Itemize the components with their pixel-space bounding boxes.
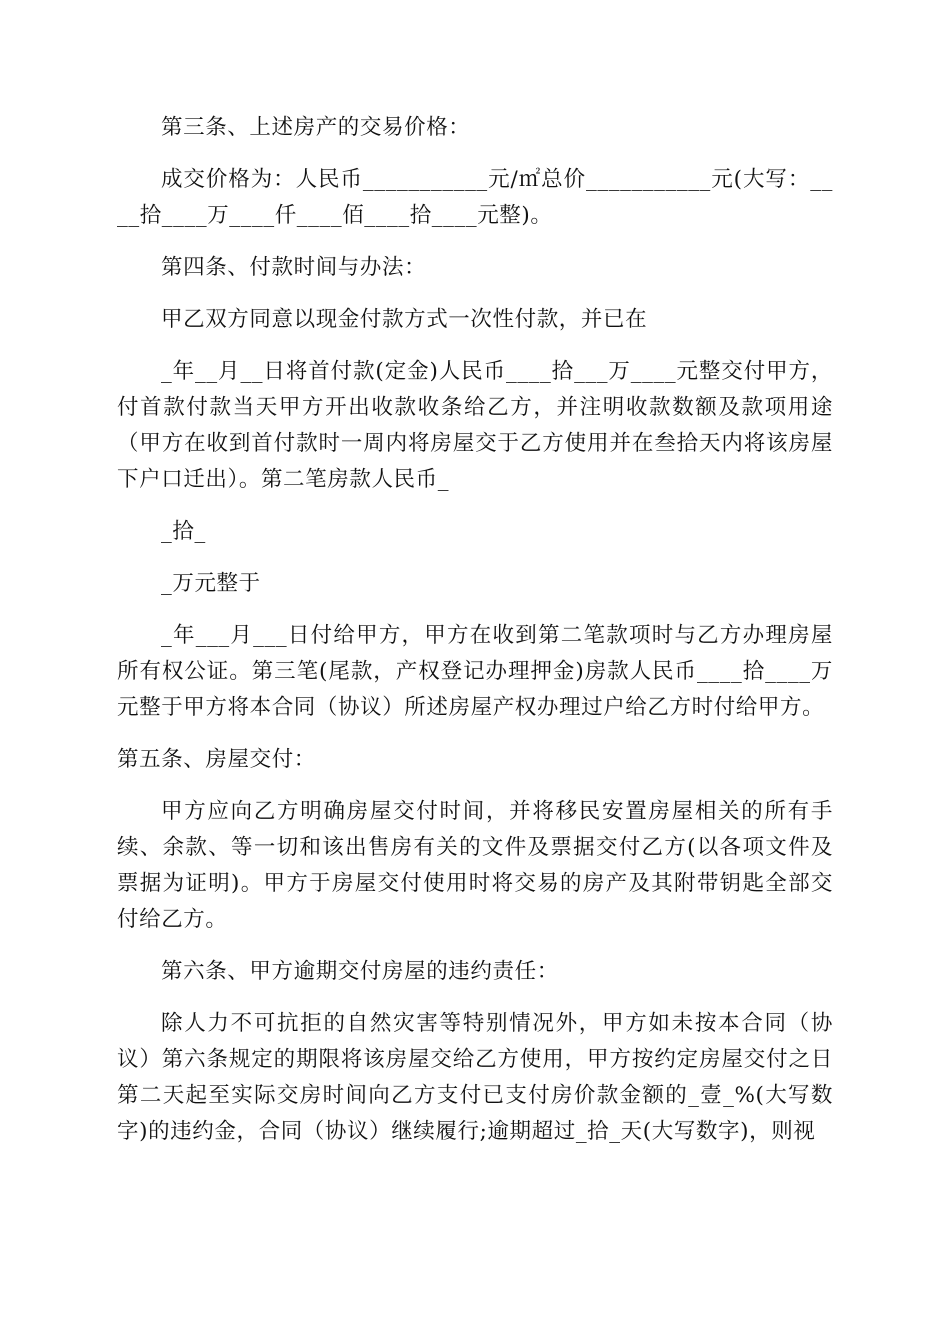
second-payment-wan-paragraph: _万元整于 xyxy=(161,571,261,596)
breach-paragraph: 除人力不可抗拒的自然灾害等特别情况外，甲方如未按本合同（协议）第六条规定的期限将该房屋交给乙方使用，甲方按约定房屋交付之日第二天起至实际交房时间向乙方支付已支付房价款金额的_壹_%(大写数字)的违约金，合同（协议）继续履行;逾期超过_拾_天(大写数字)，则视 xyxy=(117,1011,833,1144)
second-payment-date-paragraph: _年___月___日付给甲方，甲方在收到第二笔款项时与乙方办理房屋所有权公证。第三笔(尾款，产权登记办理押金)房款人民币____拾____万元整于甲方将本合同（协议）所述房屋产权办理过户给乙方时付给甲方。 xyxy=(117,623,833,720)
clause-5-heading: 第五条、房屋交付： xyxy=(117,747,316,772)
clause-6-heading: 第六条、甲方逾期交付房屋的违约责任： xyxy=(161,959,559,984)
second-payment-ten-paragraph: _拾_ xyxy=(161,519,206,544)
contract-page xyxy=(117,110,833,1150)
first-payment-paragraph: _年__月__日将首付款(定金)人民币____拾___万____元整交付甲方，付首款付款当天甲方开出收款收条给乙方，并注明收款数额及款项用途（甲方在收到首付款时一周内将房屋交于乙方使用并在叁拾天内将该房屋下户口迁出）。第二笔房款人民币_ xyxy=(117,359,833,492)
clause-3-heading: 第三条、上述房产的交易价格： xyxy=(161,115,471,140)
handover-paragraph: 甲方应向乙方明确房屋交付时间，并将移民安置房屋相关的所有手续、余款、等一切和该出售房有关的文件及票据交付乙方(以各项文件及票据为证明)。甲方于房屋交付使用时将交易的房产及其附带钥匙全部交付给乙方。 xyxy=(117,799,833,932)
payment-method-paragraph: 甲乙双方同意以现金付款方式一次性付款，并已在 xyxy=(161,307,648,332)
clause-4-heading: 第四条、付款时间与办法： xyxy=(161,255,427,280)
price-paragraph: 成交价格为：人民币___________元/㎡总价___________元(大写：____拾____万____仟____佰____拾____元整)。 xyxy=(117,167,833,228)
